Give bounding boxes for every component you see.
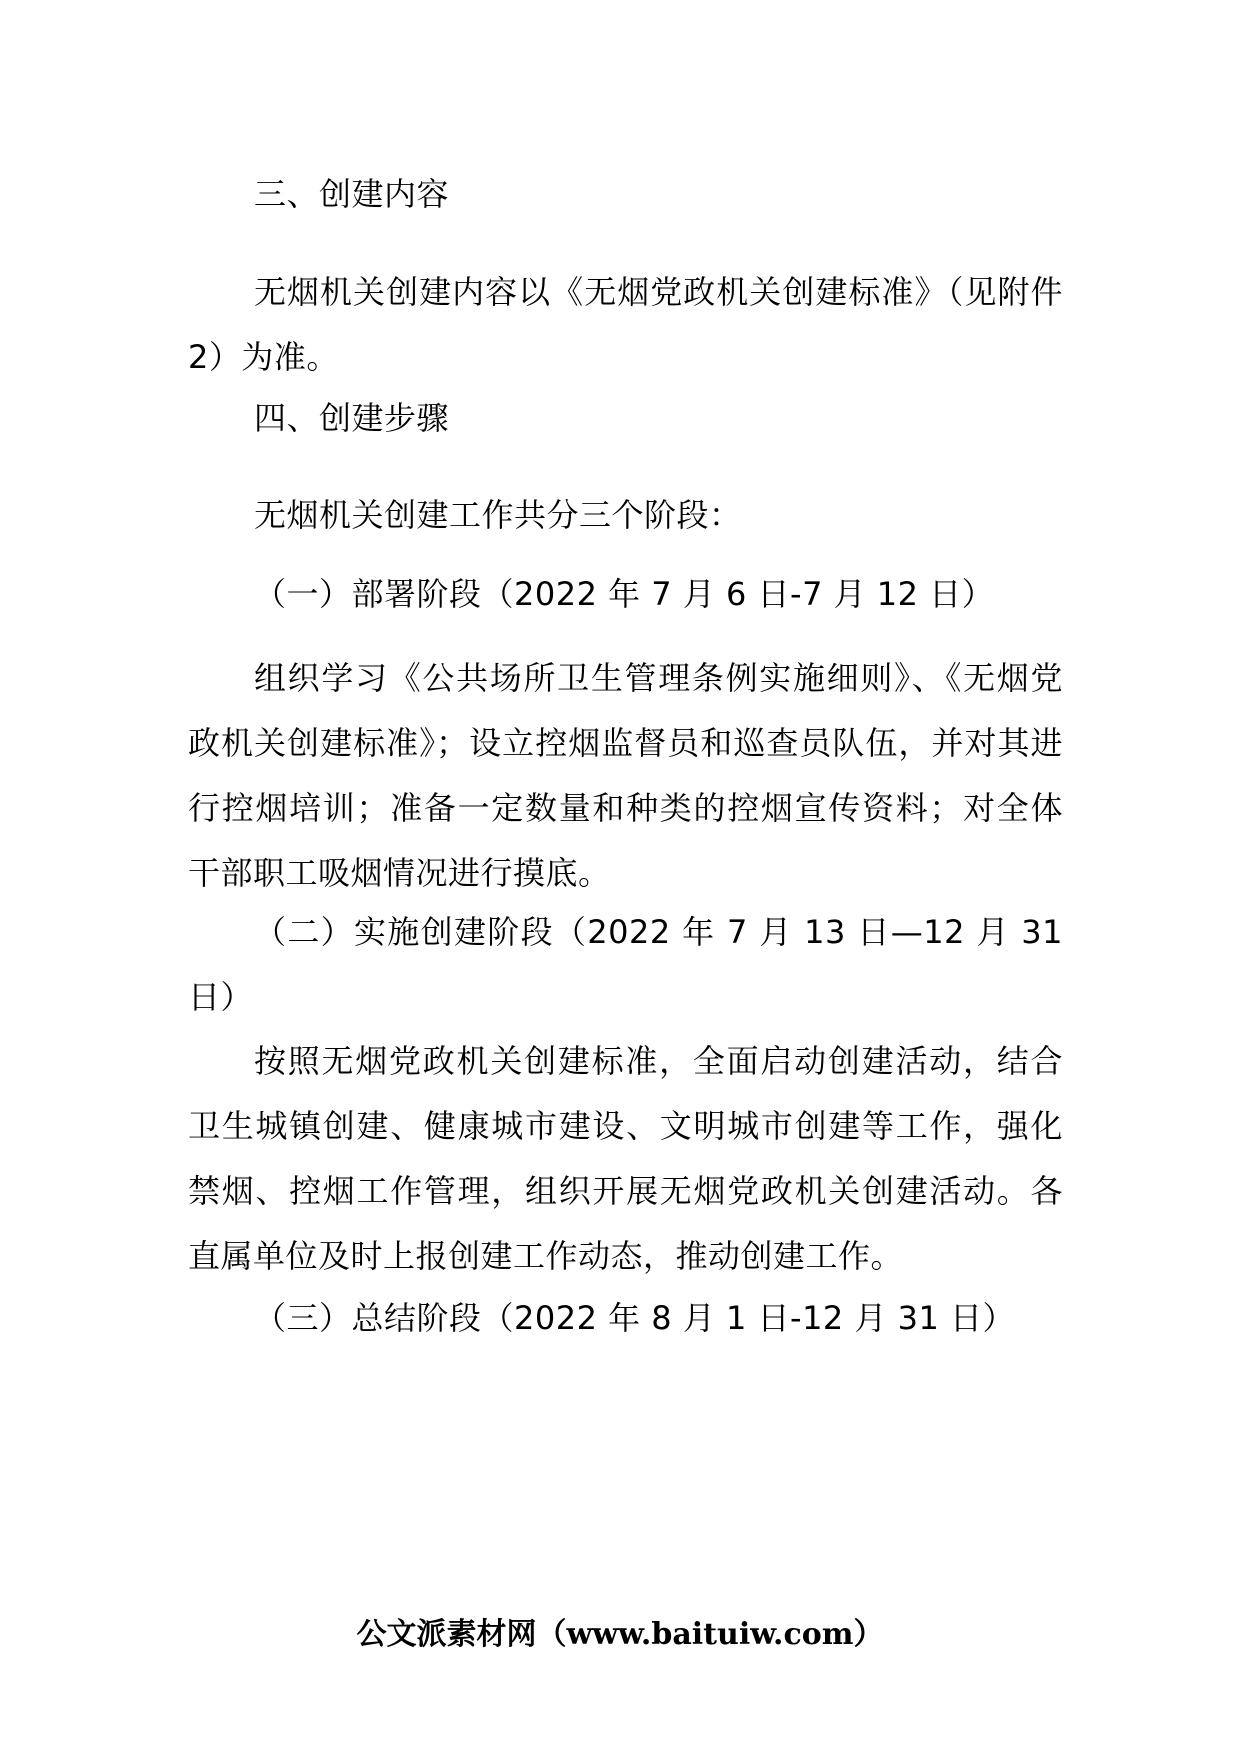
stage1-body: 组织学习《公共场所卫生管理条例实施细则》、《无烟党政机关创建标准》；设立控烟监督员和巡查员队伍，并对其进行控烟培训；准备一定数量和种类的控烟宣传资料；对全体干部职工吸烟情况进行摸底。: [188, 659, 1063, 892]
section-heading-steps: 四、创建步骤: [254, 399, 450, 437]
footer-watermark: 公文派素材网（www.baituiw.com）: [356, 1617, 884, 1652]
stage1-heading: （一）部署阶段（2022 年 7 月 6 日-7 月 12 日）: [254, 575, 995, 613]
steps-intro: 无烟机关创建工作共分三个阶段：: [254, 496, 742, 534]
section-content-body: 无烟机关创建内容以《无烟党政机关创建标准》（见附件 2）为准。: [188, 273, 1063, 376]
stage2-body: 按照无烟党政机关创建标准，全面启动创建活动，结合卫生城镇创建、健康城市建设、文明城市创建等工作，强化禁烟、控烟工作管理，组织开展无烟党政机关创建活动。各直属单位及时上报创建工作动态，推动创建工作。: [188, 1042, 1063, 1275]
stage3-heading: （三）总结阶段（2022 年 8 月 1 日-12 月 31 日）: [254, 1299, 1016, 1337]
section-heading-content: 三、创建内容: [254, 175, 450, 213]
stage2-heading: （二）实施创建阶段（2022 年 7 月 13 日—12 月 31 日）: [188, 913, 1063, 1016]
